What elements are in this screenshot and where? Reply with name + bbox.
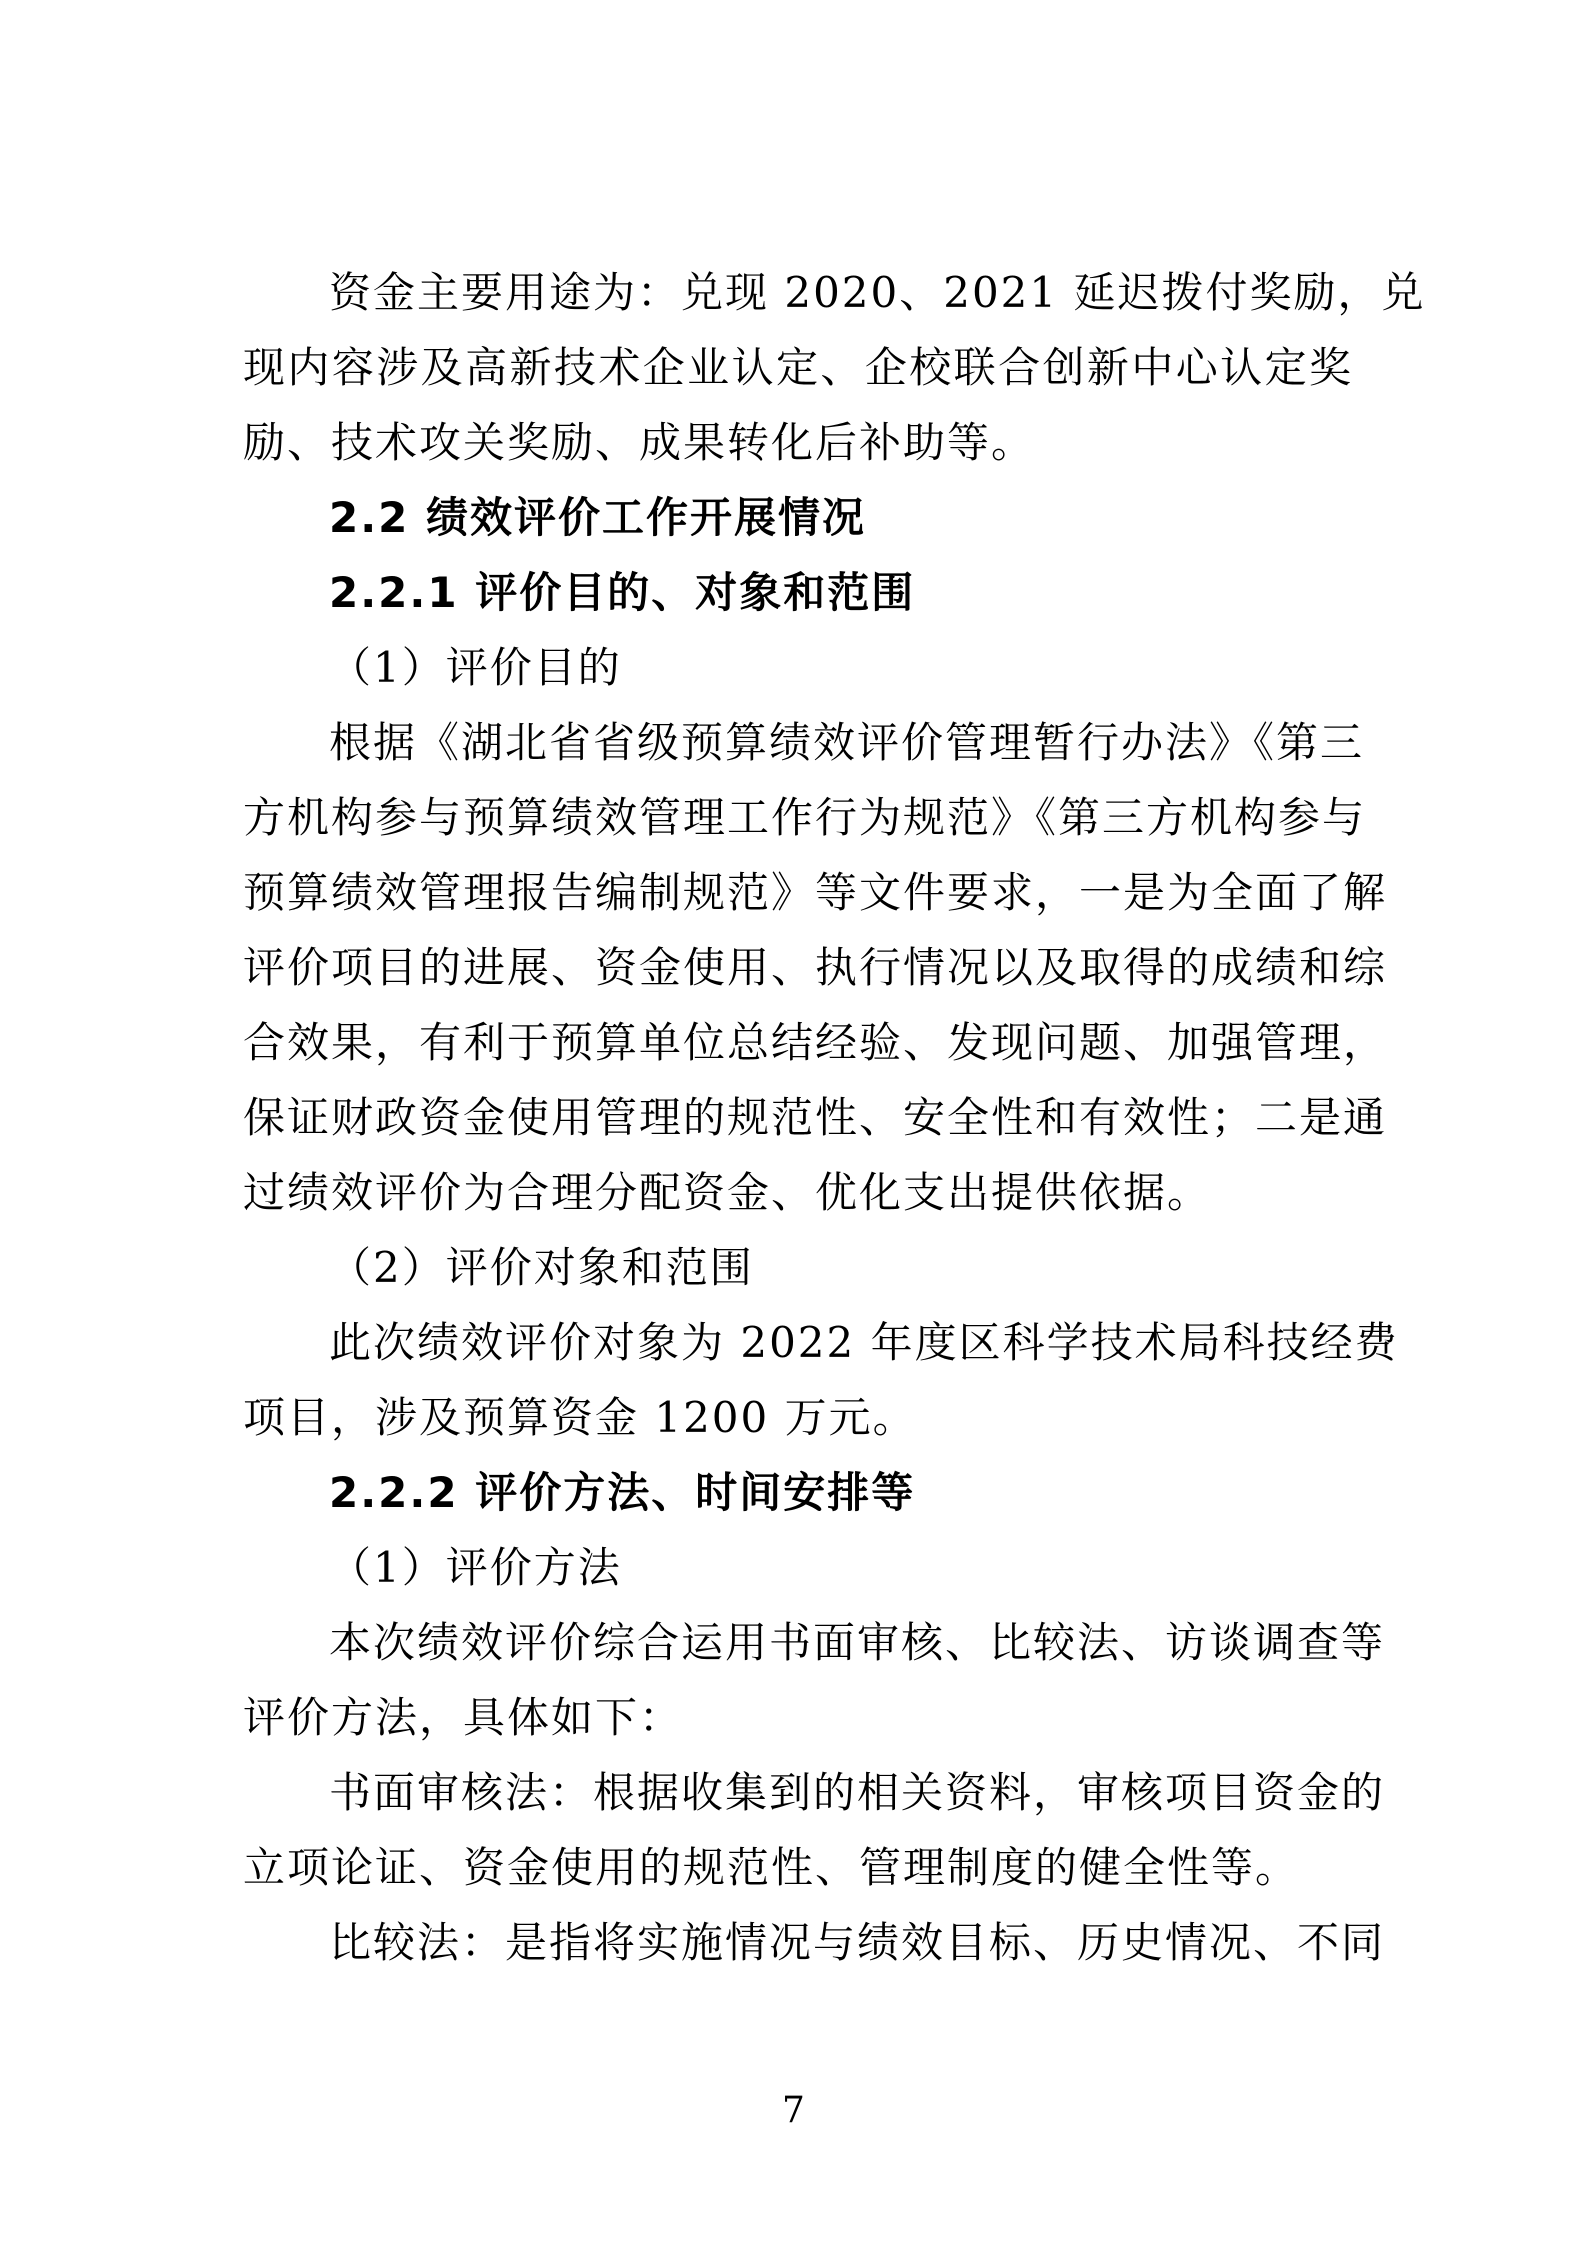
text-line: 本次绩效评价综合运用书面审核、比较法、访谈调查等: [329, 1618, 1386, 1667]
text-line: 此次绩效评价对象为 2022 年度区科学技术局科技经费: [329, 1318, 1399, 1367]
section-heading-2-2: 2.2 绩效评价工作开展情况: [329, 493, 867, 542]
page-number: 7: [782, 2090, 805, 2131]
text-line: 过绩效评价为合理分配资金、优化支出提供依据。: [243, 1168, 1212, 1217]
text-line: 比较法：是指将实施情况与绩效目标、历史情况、不同: [329, 1918, 1386, 1967]
section-heading-2-2-2: 2.2.2 评价方法、时间安排等: [329, 1468, 916, 1517]
paragraph-comparison-method: [243, 1905, 1386, 1980]
text-line: 项目，涉及预算资金 1200 万元。: [243, 1393, 917, 1442]
text-line: 励、技术攻关奖励、成果转化后补助等。: [243, 418, 1036, 467]
subheading-evaluation-scope: （2）评价对象和范围: [329, 1243, 754, 1292]
text-line: 资金主要用途为：兑现 2020、2021 延迟拨付奖励，兑: [329, 268, 1426, 317]
paragraph-fund-usage: [243, 255, 1426, 480]
paragraph-evaluation-method: [243, 1605, 1386, 1755]
paragraph-document-review: [243, 1755, 1386, 1905]
text-line: 方机构参与预算绩效管理工作行为规范》《第三方机构参与: [243, 793, 1367, 842]
text-line: 合效果，有利于预算单位总结经验、发现问题、加强管理，: [243, 1018, 1388, 1067]
subheading-evaluation-method: （1）评价方法: [329, 1543, 622, 1592]
text-line: 根据《湖北省省级预算绩效评价管理暂行办法》《第三: [329, 718, 1365, 767]
text-line: 现内容涉及高新技术企业认定、企校联合创新中心认定奖: [243, 343, 1353, 392]
subheading-evaluation-purpose: （1）评价目的: [329, 643, 622, 692]
text-line: 保证财政资金使用管理的规范性、安全性和有效性；二是通: [243, 1093, 1388, 1142]
document-body: [243, 255, 1426, 1980]
paragraph-evaluation-purpose: [243, 705, 1388, 1230]
text-line: 立项论证、资金使用的规范性、管理制度的健全性等。: [243, 1843, 1300, 1892]
section-heading-2-2-1: 2.2.1 评价目的、对象和范围: [329, 568, 916, 617]
text-line: 书面审核法：根据收集到的相关资料，审核项目资金的: [329, 1768, 1386, 1817]
text-line: 预算绩效管理报告编制规范》等文件要求，一是为全面了解: [243, 868, 1388, 917]
text-line: 评价方法，具体如下：: [243, 1693, 684, 1742]
paragraph-evaluation-scope: [243, 1305, 1399, 1455]
text-line: 评价项目的进展、资金使用、执行情况以及取得的成绩和综: [243, 943, 1388, 992]
